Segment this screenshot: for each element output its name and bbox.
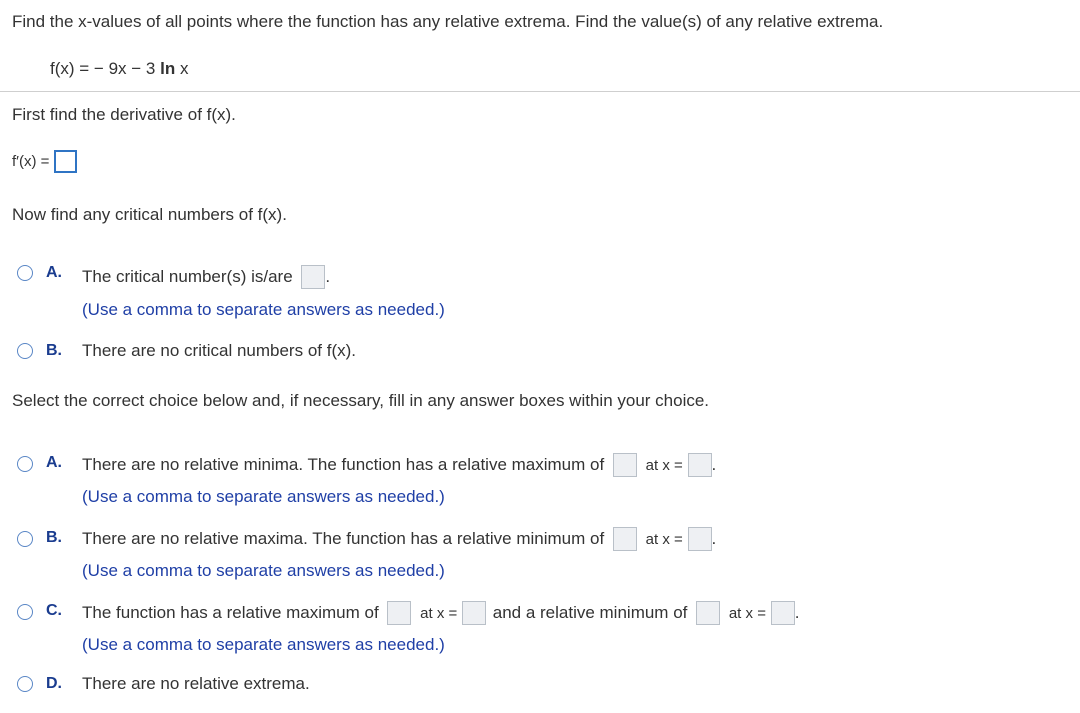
derivative-label: f′(x) = bbox=[12, 153, 50, 170]
extrema-option-b-hint: (Use a comma to separate answers as needed.) bbox=[82, 561, 445, 580]
function-prefix: f(x) = − 9x − 3 bbox=[50, 59, 156, 78]
critical-option-a-end: . bbox=[325, 267, 331, 286]
critical-option-a-radio[interactable] bbox=[17, 265, 33, 281]
critical-option-b-letter: B. bbox=[46, 342, 62, 359]
function-ln: ln bbox=[160, 59, 176, 78]
extrema-option-d-letter: D. bbox=[46, 675, 62, 692]
step1-instruction: First find the derivative of f(x). bbox=[12, 105, 236, 124]
function-suffix: x bbox=[179, 59, 189, 78]
c-max-x-box[interactable] bbox=[462, 601, 486, 625]
extrema-option-a-letter: A. bbox=[46, 454, 62, 471]
critical-option-b-text: There are no critical numbers of f(x). bbox=[82, 341, 356, 360]
extrema-option-c-text: The function has a relative maximum of bbox=[82, 603, 379, 622]
derivative-answer-box[interactable] bbox=[54, 150, 77, 173]
extrema-option-b-at: at x = bbox=[645, 530, 683, 548]
extrema-option-c-radio[interactable] bbox=[17, 604, 33, 620]
function-expression bbox=[50, 59, 188, 79]
question-prompt: Find the x-values of all points where the function has any relative extrema. Find the value(s) of any relative extrema. bbox=[12, 12, 884, 31]
critical-numbers-box[interactable] bbox=[301, 265, 325, 289]
extrema-option-c-end: . bbox=[794, 603, 800, 622]
extrema-option-a-end: . bbox=[711, 455, 717, 474]
c-max-value-box[interactable] bbox=[387, 601, 411, 625]
extrema-option-b-letter: B. bbox=[46, 529, 62, 546]
extrema-option-a-text: There are no relative minima. The function has a relative maximum of bbox=[82, 455, 605, 474]
step3-instruction: Select the correct choice below and, if necessary, fill in any answer boxes within your choice. bbox=[12, 391, 710, 410]
extrema-option-a-radio[interactable] bbox=[17, 456, 33, 472]
divider bbox=[0, 91, 1080, 92]
extrema-option-a-row bbox=[82, 453, 716, 477]
min-x-box[interactable] bbox=[688, 527, 712, 551]
max-value-box[interactable] bbox=[613, 453, 637, 477]
extrema-option-b-end: . bbox=[711, 529, 717, 548]
extrema-option-c-row bbox=[82, 601, 799, 625]
critical-option-a-row bbox=[82, 265, 330, 289]
extrema-option-d-text: There are no relative extrema. bbox=[82, 674, 310, 693]
extrema-option-b-row bbox=[82, 527, 716, 551]
extrema-option-a-hint: (Use a comma to separate answers as needed.) bbox=[82, 487, 445, 506]
extrema-option-c-mid: and a relative minimum of bbox=[492, 603, 688, 622]
critical-option-a-letter: A. bbox=[46, 264, 62, 281]
c-min-value-box[interactable] bbox=[696, 601, 720, 625]
critical-option-a-hint: (Use a comma to separate answers as needed.) bbox=[82, 300, 445, 319]
extrema-option-b-text: There are no relative maxima. The function has a relative minimum of bbox=[82, 529, 605, 548]
extrema-option-c-at2: at x = bbox=[728, 604, 766, 622]
c-min-x-box[interactable] bbox=[771, 601, 795, 625]
extrema-option-a-at: at x = bbox=[645, 456, 683, 474]
min-value-box[interactable] bbox=[613, 527, 637, 551]
extrema-option-c-letter: C. bbox=[46, 602, 62, 619]
max-x-box[interactable] bbox=[688, 453, 712, 477]
critical-option-b-radio[interactable] bbox=[17, 343, 33, 359]
extrema-option-d-radio[interactable] bbox=[17, 676, 33, 692]
extrema-option-c-at1: at x = bbox=[420, 604, 458, 622]
extrema-option-c-hint: (Use a comma to separate answers as needed.) bbox=[82, 635, 445, 654]
critical-option-a-text: The critical number(s) is/are bbox=[82, 267, 293, 286]
extrema-option-b-radio[interactable] bbox=[17, 531, 33, 547]
derivative-row bbox=[12, 150, 77, 173]
step2-instruction: Now find any critical numbers of f(x). bbox=[12, 205, 287, 224]
